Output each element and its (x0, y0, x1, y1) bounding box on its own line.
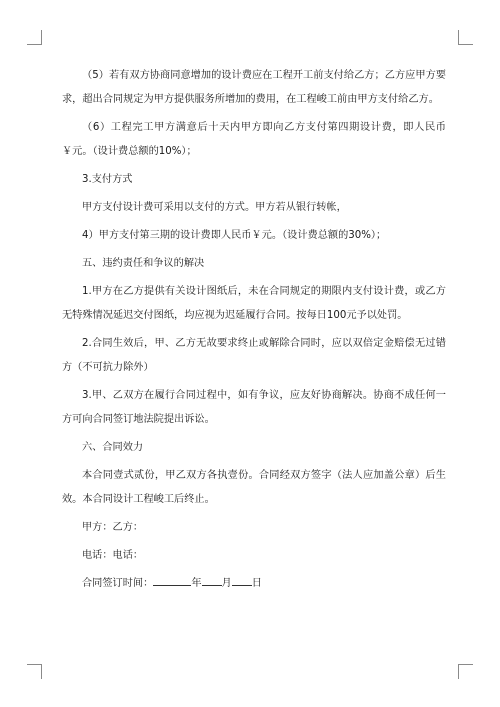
third-installment-paragraph: 4）甲方支付第三期的设计费即人民币￥元。（设计费总额的30%）； (82, 230, 387, 241)
signing-date-label: 合同签订时间： (82, 578, 154, 589)
payment-method-paragraph: 甲方支付设计费可采用以支付的方式。甲方若从银行转帐， (82, 202, 347, 213)
termination-paragraph: 2.合同生效后，甲、乙方无故要求终止或解除合同时，应以双倍定金赔偿无过错方（不可抗力除外） (62, 338, 446, 373)
clause-5-paragraph: （5）若有双方协商同意增加的设计费应在工程开工前支付给乙方；乙方应甲方要求，超出合同规定为甲方提供服务所增加的费用，在工程峻工前由甲方支付给乙方。 (62, 70, 446, 105)
crop-mark-bottom-left (27, 664, 42, 679)
crop-mark-top-right (458, 30, 473, 45)
signing-date-line (62, 572, 446, 596)
crop-mark-bottom-right (458, 664, 473, 679)
clause-6-paragraph: （6）工程完工甲方满意后十天内甲方即向乙方支付第四期设计费，即人民币￥元。（设计费总额的10%）； (62, 122, 446, 157)
year-label: 年 (191, 578, 202, 589)
crop-mark-top-left (27, 30, 42, 45)
payment-method-heading: 3.支付方式 (82, 174, 133, 185)
month-label: 月 (221, 578, 232, 589)
month-blank (202, 575, 222, 586)
signature-parties-line: 甲方：乙方： (82, 522, 144, 533)
validity-section-heading: 六、合同效力 (82, 442, 144, 453)
liability-section-heading: 五、违约责任和争议的解决 (82, 258, 205, 269)
year-blank (153, 575, 191, 586)
day-blank (232, 575, 252, 586)
document-body (62, 64, 446, 600)
dispute-paragraph: 3.甲、乙双方在履行合同过程中，如有争议，应友好协商解决。协商不成任何一方可向合同签订地法院提出诉讼。 (62, 390, 446, 425)
day-label: 日 (251, 578, 262, 589)
validity-paragraph: 本合同壹式贰份，甲乙双方各执壹份。合同经双方签字（法人应加盖公章）后生效。本合同设计工程峻工后终止。 (62, 470, 446, 505)
signature-phones-line: 电话：电话： (82, 550, 144, 561)
late-payment-paragraph: 1.甲方在乙方提供有关设计图纸后，未在合同规定的期限内支付设计费，或乙方无特殊情况延迟交付图纸，均应视为迟延履行合同。按每日100元予以处罚。 (62, 286, 446, 321)
